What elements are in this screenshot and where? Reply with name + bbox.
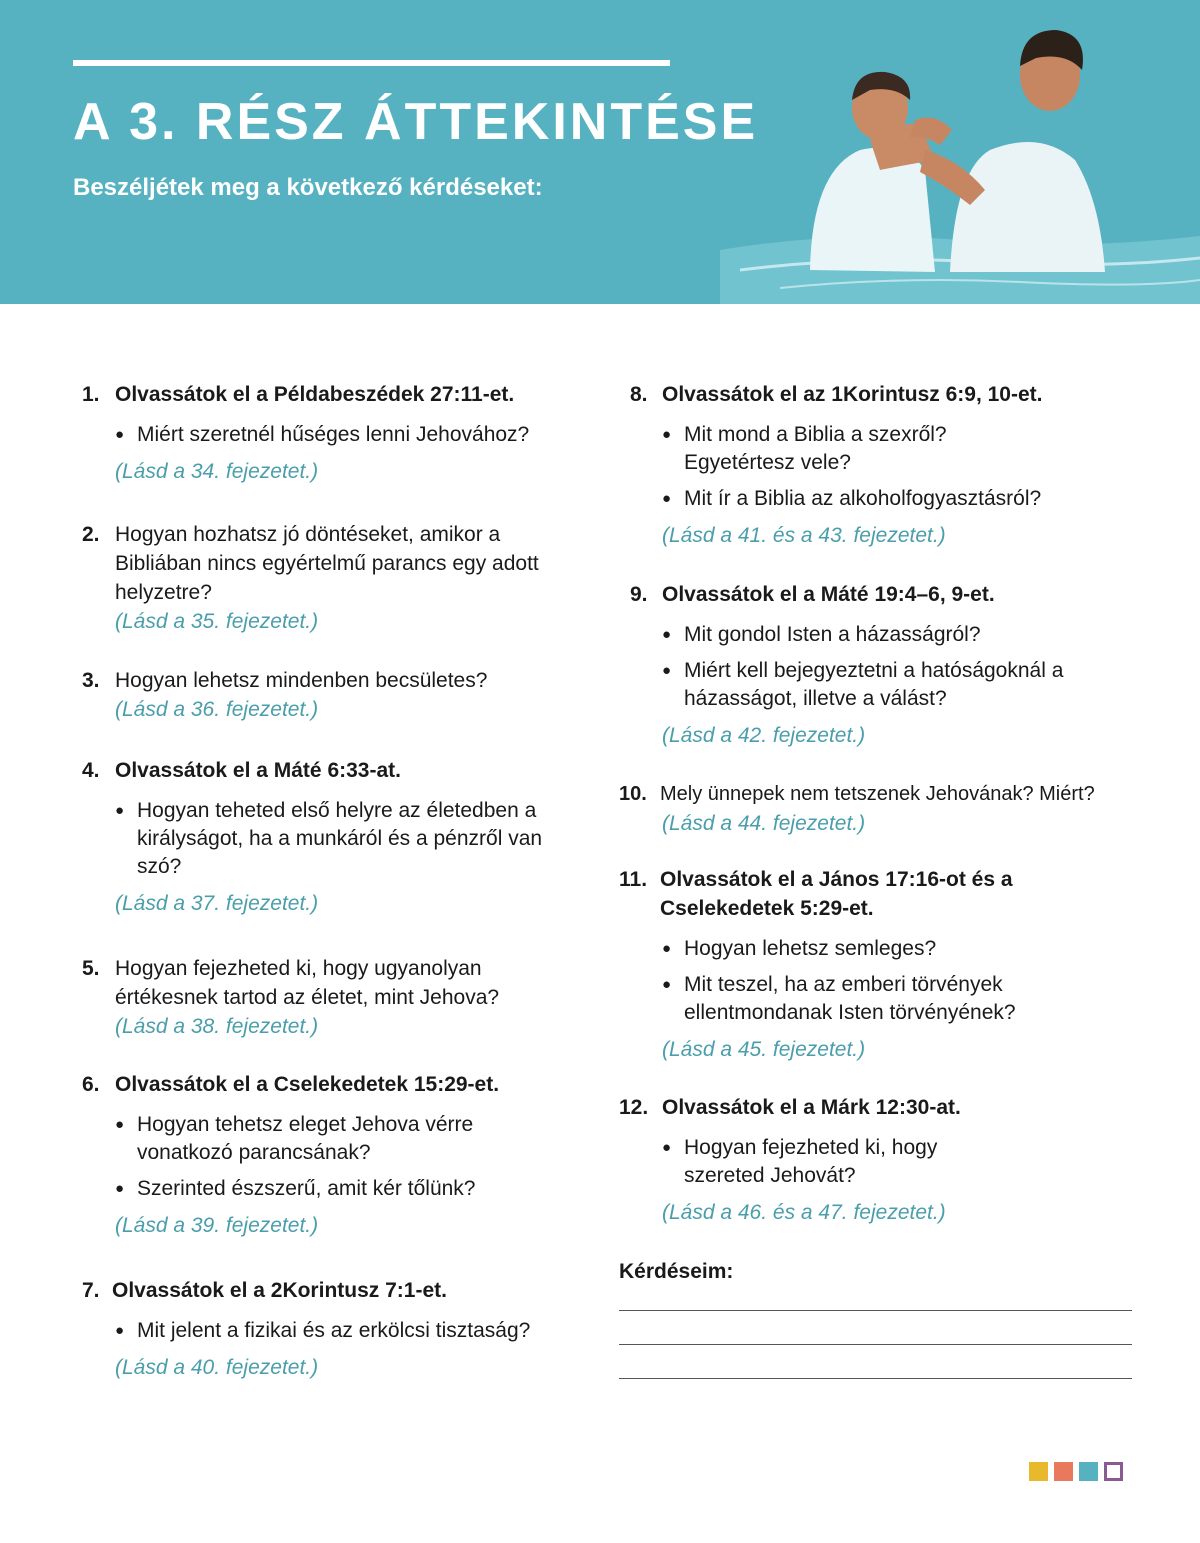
my-questions-label: Kérdéseim: [619,1260,734,1283]
teal-square-icon [1079,1462,1098,1481]
question-text: Mely ünnepek nem tetszenek Jehovának? Miért? [660,783,1095,805]
question-number: 2. [82,523,100,546]
question-number: 12. [619,1096,649,1119]
chapter-reference: (Lásd a 45. fejezetet.) [662,1038,866,1061]
bullet-item [662,421,1139,477]
chapter-reference: (Lásd a 42. fejezetet.) [662,724,866,747]
question-5 [82,954,572,1041]
question-text: Olvassátok el a Máté 6:33-at. [115,759,401,782]
question-text: Olvassátok el a János 17:16-ot és a Cselekedetek 5:29-et. [660,868,1013,920]
bullet-text: Mit mond a Biblia a szexről? Egyetértesz vele? [684,423,947,474]
question-text: Hogyan hozhatsz jó döntéseket, amikor a Bibliában nincs egyértelmű parancs egy adott helyzetre? [115,523,539,604]
bullet-text: Hogyan teheted első helyre az életedben a királyságot, ha a munkáról és a pénzről van szó? [137,799,543,878]
bullet-icon: ● [662,426,672,443]
question-number: 7. [82,1279,100,1302]
question-2 [82,520,562,636]
header-rule [73,60,670,66]
question-number: 9. [630,583,648,606]
bullet-text: Hogyan tehetsz eleget Jehova vérre vonatkozó parancsának? [137,1113,474,1164]
bullet-item [115,797,592,881]
chapter-reference: (Lásd a 34. fejezetet.) [115,460,319,483]
write-line[interactable] [619,1344,1132,1345]
bullet-text: Mit jelent a fizikai és az erkölcsi tisztaság? [137,1319,531,1342]
question-text: Hogyan fejezheted ki, hogy ugyanolyan értékesnek tartod az életet, mint Jehova? [115,957,500,1009]
my-questions-section [619,1257,1139,1379]
bullet-text: Hogyan lehetsz semleges? [684,937,937,960]
question-9 [619,580,1139,750]
bullet-icon: ● [115,802,125,819]
question-3 [82,666,592,724]
question-number: 5. [82,957,100,980]
question-11 [619,865,1139,1064]
bullet-text: Mit teszel, ha az emberi törvények ellentmondanak Isten törvényének? [684,973,1016,1024]
question-number: 3. [82,669,100,692]
question-text: Olvassátok el a Márk 12:30-at. [662,1096,961,1119]
question-12 [619,1093,1139,1227]
page-title: A 3. RÉSZ ÁTTEKINTÉSE [73,93,759,151]
bullet-item [115,1317,592,1345]
bullet-item [662,485,1139,513]
chapter-reference: (Lásd a 35. fejezetet.) [115,610,319,633]
question-7 [82,1276,592,1382]
bullet-item [662,971,1139,1027]
question-8 [619,380,1139,550]
bullet-item [115,1175,592,1203]
bullet-item [115,1111,592,1167]
bullet-icon: ● [662,490,672,507]
question-text: Olvassátok el a 2Korintusz 7:1-et. [112,1279,447,1302]
bullet-icon: ● [115,426,125,443]
bullet-icon: ● [662,940,672,957]
question-text: Olvassátok el az 1Korintusz 6:9, 10-et. [662,383,1043,406]
write-line[interactable] [619,1310,1132,1311]
question-4 [82,756,592,918]
page-subtitle: Beszéljétek meg a következő kérdéseket: [73,174,543,201]
bullet-text: Mit ír a Biblia az alkoholfogyasztásról? [684,487,1042,510]
question-number: 1. [82,383,100,406]
bullet-item [662,657,1139,713]
question-number: 6. [82,1073,100,1096]
question-text: Olvassátok el a Példabeszédek 27:11-et. [115,383,515,406]
question-text: Olvassátok el a Máté 19:4–6, 9-et. [662,583,995,606]
chapter-reference: (Lásd a 39. fejezetet.) [115,1214,319,1237]
question-10 [619,780,1159,838]
section-indicator [1029,1462,1123,1481]
bullet-icon: ● [662,662,672,679]
header-banner [0,0,1200,304]
chapter-reference: (Lásd a 46. és a 47. fejezetet.) [662,1201,946,1224]
question-number: 8. [630,383,648,406]
bullet-text: Hogyan fejezheted ki, hogy szereted Jehovát? [684,1136,938,1187]
bullet-text: Miért kell bejegyeztetni a hatóságoknál a házasságot, illetve a válást? [684,659,1064,710]
bullet-icon: ● [115,1180,125,1197]
question-6 [82,1070,592,1240]
orange-square-icon [1054,1462,1073,1481]
chapter-reference: (Lásd a 44. fejezetet.) [662,812,866,835]
bullet-text: Miért szeretnél hűséges lenni Jehovához? [137,423,530,446]
bullet-icon: ● [662,626,672,643]
chapter-reference: (Lásd a 38. fejezetet.) [115,1015,319,1038]
write-line[interactable] [619,1378,1132,1379]
bullet-item [662,935,1139,963]
bullet-item [115,421,592,449]
question-number: 10. [619,783,647,805]
chapter-reference: (Lásd a 37. fejezetet.) [115,892,319,915]
question-number: 11. [619,868,648,891]
question-1 [82,380,592,486]
yellow-square-icon [1029,1462,1048,1481]
bullet-icon: ● [662,976,672,993]
chapter-reference: (Lásd a 40. fejezetet.) [115,1356,319,1379]
bullet-text: Mit gondol Isten a házasságról? [684,623,981,646]
chapter-reference: (Lásd a 36. fejezetet.) [115,698,319,721]
bullet-text: Szerinted észszerű, amit kér tőlünk? [137,1177,476,1200]
purple-outline-square-icon [1104,1462,1123,1481]
bullet-item [662,1134,1139,1190]
chapter-reference: (Lásd a 41. és a 43. fejezetet.) [662,524,946,547]
question-text: Hogyan lehetsz mindenben becsületes? [115,669,488,692]
bullet-item [662,621,1139,649]
question-text: Olvassátok el a Cselekedetek 15:29-et. [115,1073,500,1096]
bullet-icon: ● [662,1139,672,1156]
question-number: 4. [82,759,100,782]
bullet-icon: ● [115,1322,125,1339]
baptism-illustration [720,0,1200,304]
bullet-icon: ● [115,1116,125,1133]
